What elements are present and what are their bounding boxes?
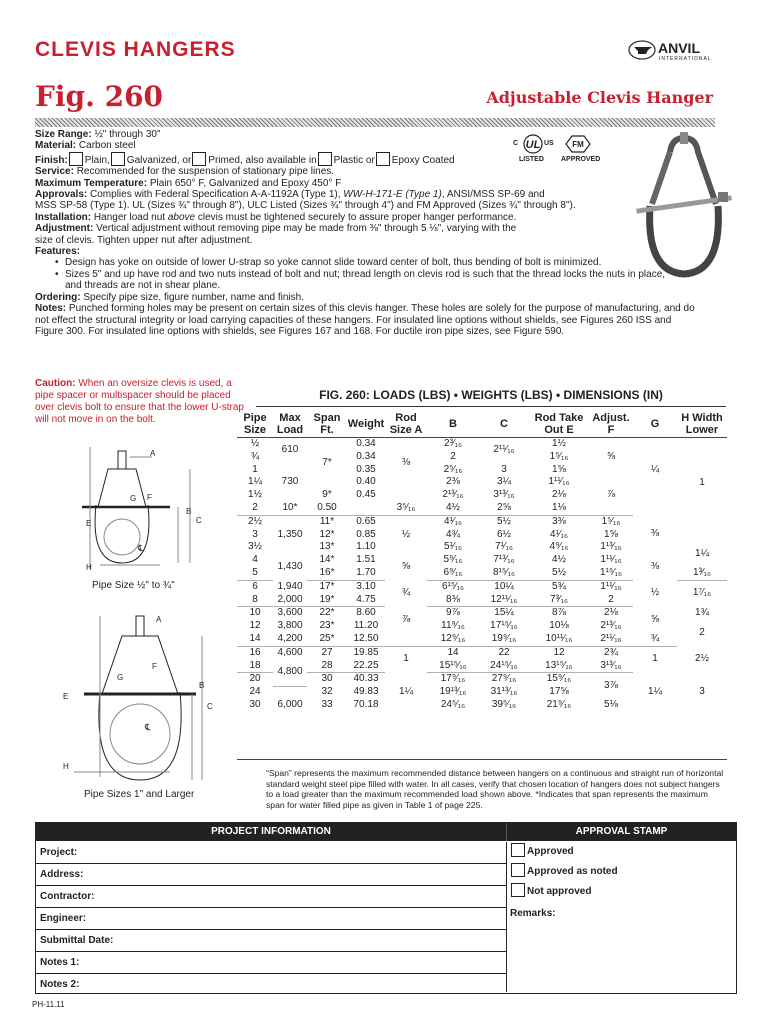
table-cell: ⅜ <box>650 560 660 572</box>
table-cell: ⅞ <box>401 613 411 625</box>
table-cell: 1 <box>652 653 658 665</box>
table-cell: 1 <box>403 653 409 665</box>
brand-name: ANVIL <box>658 40 700 56</box>
spec-features: Features: <box>35 246 81 258</box>
drawing-caption-small: Pipe Size ½" to ¾" <box>92 580 175 591</box>
table-cell: ¾ <box>401 587 411 599</box>
dim-label-f1: F <box>147 493 152 502</box>
spec-notes-2: not effect the structural integrity or load carrying capacities of these hangers. For insulated line options without shields, see Figures 260 ISS and <box>35 314 672 326</box>
approved-as-noted-checkbox[interactable] <box>511 863 525 877</box>
table-cell: 8¹⁵⁄₁₆ <box>479 567 529 580</box>
table-cell: 22 <box>498 646 510 658</box>
spec-notes: Notes: Punched forming holes may be present on certain sizes of this clevis hanger. These holes are solely for the purpose of manufacturing, and do <box>35 303 695 315</box>
table-cell: 4½ <box>552 554 566 566</box>
dim-label-f2: F <box>152 662 157 671</box>
table-cell: 4,800 <box>273 660 307 687</box>
table-cell: 33 <box>321 699 333 711</box>
table-cell: 610 <box>281 444 299 456</box>
table-cell: 1,350 <box>277 528 303 540</box>
dim-label-e2: E <box>63 692 69 701</box>
table-cell: 9* <box>322 489 332 501</box>
table-row <box>237 646 727 659</box>
table-cell: 3 <box>699 686 705 698</box>
spec-ordering: Ordering: Specify pipe size, figure number, name and finish. <box>35 291 305 303</box>
contractor-field[interactable]: Contractor: <box>36 886 506 908</box>
table-row <box>237 633 727 646</box>
table-cell: 3⅞ <box>604 679 618 691</box>
finish-primed-checkbox[interactable] <box>192 152 206 166</box>
table-cell: 4½ <box>427 502 479 515</box>
project-fields <box>36 842 506 995</box>
table-cell: 1¹¹⁄₁₆ <box>548 476 570 488</box>
not-approved-checkbox[interactable] <box>511 883 525 897</box>
col-b: B <box>427 411 479 438</box>
table-cell: 0.45 <box>356 489 376 501</box>
table-cell: 10¼ <box>494 580 514 592</box>
table-cell: 4¹⁄₁₆ <box>444 515 462 527</box>
table-cell: 1.10 <box>356 541 376 553</box>
table-cell: ⅜ <box>650 528 660 540</box>
table-cell: 32 <box>321 686 333 698</box>
table-cell: 19.85 <box>353 646 379 658</box>
table-cell: 1 <box>699 476 705 488</box>
table-cell: 2¾ <box>604 646 618 658</box>
table-cell: 2 <box>589 594 633 607</box>
table-cell: 12.50 <box>347 633 385 646</box>
table-cell: 1⅛ <box>529 502 589 515</box>
table-cell: 8⅜ <box>427 594 479 607</box>
dim-label-h1: H <box>86 563 92 572</box>
table-cell: 13¹⁵⁄₁₆ <box>529 660 589 673</box>
table-cell: 1 <box>252 463 258 475</box>
spec-service: Service: Recommended for the suspension of stationary pipe lines. <box>35 166 335 178</box>
submittal-date-field[interactable]: Submittal Date: <box>36 930 506 952</box>
table-row <box>237 438 727 451</box>
table-cell <box>677 529 727 542</box>
table-cell: 13* <box>319 541 335 553</box>
col-rod-size: Rod Size A <box>385 411 427 438</box>
approval-stamp-heading: APPROVAL STAMP <box>506 823 736 841</box>
table-cell: 30 <box>321 673 333 685</box>
table-cell: 1¹¹⁄₁₆ <box>600 580 622 592</box>
table-cell: 5½ <box>529 567 589 580</box>
table-cell: 22.25 <box>347 660 385 673</box>
notes-2-field[interactable]: Notes 2: <box>40 979 80 990</box>
table-cell: 3½ <box>248 541 262 553</box>
table-cell: 9⅞ <box>446 607 460 619</box>
table-cell: 4,200 <box>273 633 307 646</box>
table-cell: 2,000 <box>273 594 307 607</box>
dim-label-a2: A <box>156 615 162 624</box>
table-cell: 2⅛ <box>552 489 566 501</box>
table-cell: 2⅛ <box>604 607 618 619</box>
table-cell: 6⁹⁄₁₆ <box>427 567 479 580</box>
svg-text:UL: UL <box>525 139 541 151</box>
table-title: FIG. 260: LOADS (LBS) • WEIGHTS (LBS) • DIMENSIONS (IN) <box>256 388 726 407</box>
table-cell: 4¾ <box>446 528 460 540</box>
table-cell: 2 <box>699 626 705 638</box>
table-row <box>237 554 727 567</box>
table-cell: 1¹³⁄₁₆ <box>600 541 622 553</box>
table-cell: 15¼ <box>494 607 514 619</box>
table-cell: 5¾ <box>552 580 566 592</box>
drawing-small-hanger <box>60 445 230 575</box>
spec-size-range: Size Range: ½" through 30" <box>35 129 161 140</box>
table-cell: 0.40 <box>356 476 376 488</box>
table-cell: ⅝ <box>650 613 660 625</box>
table-row <box>237 515 727 528</box>
table-cell: 0.85 <box>356 528 376 540</box>
table-cell: 12⁹⁄₁₆ <box>427 633 479 646</box>
address-field[interactable]: Address: <box>36 864 506 886</box>
drawing-caption-large: Pipe Sizes 1" and Larger <box>84 789 195 800</box>
table-cell: 6,000 <box>277 699 303 711</box>
table-cell: 12 <box>553 646 565 658</box>
table-cell: 1⅝ <box>552 463 566 475</box>
project-info-column <box>36 823 506 841</box>
table-cell: 16 <box>249 646 261 658</box>
table-cell: 2¹¹⁄₁₆ <box>493 444 515 456</box>
table-cell: 17¹⁵⁄₁₆ <box>490 620 518 632</box>
col-weight: Weight <box>347 411 385 438</box>
table-cell: 4,600 <box>277 646 303 658</box>
table-cell: 3,600 <box>277 607 303 619</box>
table-cell: 2 <box>450 450 456 462</box>
dim-label-a1: A <box>150 449 156 458</box>
caution-note: Caution: When an oversize clevis is used, a pipe spacer or multispacer should be placed over clevis bolt to ensure that the lower U-strap will not move in on the bolt. <box>35 378 244 425</box>
table-cell: 2½ <box>248 515 262 527</box>
table-cell: 6 <box>252 580 258 592</box>
table-cell: 3¼ <box>497 476 511 488</box>
loads-table <box>237 411 727 712</box>
svg-text:FM: FM <box>572 140 584 149</box>
table-cell: 10¹¹⁄₁₆ <box>529 633 589 646</box>
table-cell <box>385 489 427 502</box>
table-cell: 1⁵⁄₁₆ <box>601 515 621 527</box>
finish-plastic-checkbox[interactable] <box>318 152 332 166</box>
table-cell: ¼ <box>650 463 660 475</box>
finish-plain-checkbox[interactable] <box>69 152 83 166</box>
finish-epoxy-checkbox[interactable] <box>376 152 390 166</box>
table-cell: 1½ <box>248 489 262 501</box>
table-cell: 39⁵⁄₁₆ <box>491 699 517 711</box>
brand-sub: INTERNATIONAL <box>659 56 712 62</box>
table-cell <box>589 502 633 515</box>
table-cell: 24⁵⁄₁₆ <box>440 699 466 711</box>
table-cell: 1¼ <box>399 686 413 698</box>
table-cell: 2½ <box>695 653 709 665</box>
ul-c: C <box>513 140 519 147</box>
table-cell: 2 <box>237 502 273 515</box>
feature-2: • Sizes 5" and up have rod and two nuts instead of bolt and nut; thread length on clevis rod is such that the thread locks the nuts in place, <box>35 269 755 280</box>
spec-approvals: Approvals: Complies with Federal Specification A-A-1192A (Type 1), WW-H-171-E (Type 1), ANSI/MSS SP-69 and <box>35 189 545 201</box>
approval-stamp-column <box>506 823 736 841</box>
table-cell: 22* <box>319 607 335 619</box>
table-cell: 19¹³⁄₁₆ <box>439 686 467 698</box>
table-cell: 8⅞ <box>552 607 566 619</box>
table-cell: 3⁵⁄₁₆ <box>385 502 427 515</box>
table-cell: ¾ <box>633 633 677 646</box>
table-cell: 1¹⁵⁄₁₆ <box>589 567 633 580</box>
table-cell: 7¹⁄₁₆ <box>495 541 513 553</box>
table-cell: 1¼ <box>248 476 262 488</box>
table-cell: 2³⁄₁₆ <box>444 438 462 449</box>
table-cell: 1.51 <box>356 554 376 566</box>
project-information-box <box>35 822 737 994</box>
table-header-row <box>237 411 727 438</box>
drawing-large-hanger <box>70 612 240 787</box>
table-cell: 10⅛ <box>549 620 569 632</box>
table-cell <box>273 541 307 554</box>
table-cell: 2⅜ <box>446 476 460 488</box>
table-cell: 14 <box>447 646 459 658</box>
table-cell: 0.34 <box>356 438 376 449</box>
table-cell: 1½ <box>552 438 566 449</box>
engineer-field[interactable]: Engineer: <box>36 908 506 930</box>
table-cell: 1¾ <box>695 607 709 619</box>
col-span: Span Ft. <box>307 411 347 438</box>
project-field[interactable]: Project: <box>36 842 506 864</box>
dim-label-c2: C <box>207 702 213 711</box>
table-cell: 730 <box>281 476 299 488</box>
table-cell: 40.33 <box>353 673 379 685</box>
table-cell: 1³⁄₁₆ <box>677 567 727 580</box>
project-info-heading: PROJECT INFORMATION <box>36 823 506 841</box>
table-cell: 4¹⁄₁₆ <box>550 528 568 540</box>
table-cell <box>307 438 347 451</box>
spec-installation: Installation: Hanger load nut above clevis must be tightened securely to assure proper hanger performance. <box>35 211 517 223</box>
table-cell: 2¹³⁄₁₆ <box>442 489 464 501</box>
table-cell: 1¼ <box>695 547 709 559</box>
centerline-1: ℄ <box>138 543 144 553</box>
table-cell: ⅞ <box>606 489 616 501</box>
table-cell: ½ <box>250 438 260 449</box>
table-cell: 3⅜ <box>552 515 566 527</box>
table-cell: 2¹¹⁄₁₆ <box>589 633 633 646</box>
table-cell: 19* <box>307 594 347 607</box>
table-cell: 4.75 <box>347 594 385 607</box>
table-cell: 31¹³⁄₁₆ <box>490 686 518 698</box>
table-cell: 20 <box>249 673 261 685</box>
table-cell: ⅝ <box>606 450 616 462</box>
spec-max-temp: Maximum Temperature: Plain 650° F, Galvanized and Epoxy 450° F <box>35 177 342 189</box>
dim-label-g2: G <box>117 673 124 682</box>
table-cell: 6¹⁵⁄₁₆ <box>441 580 465 592</box>
specifications <box>35 129 755 337</box>
table-cell: 5⁹⁄₁₆ <box>443 554 463 566</box>
table-cell: 5⅛ <box>604 699 618 711</box>
table-cell: 0.34 <box>356 450 376 462</box>
dim-label-g1: G <box>130 494 137 503</box>
spec-notes-3: Figure 300. For insulated line options with shields, see Figures 167 and 168. For ductile iron pipe sizes, see Figure 590. <box>35 325 565 337</box>
col-max-load: Max Load <box>273 411 307 438</box>
table-cell: 5 <box>237 567 273 580</box>
table-cell: 11.20 <box>353 620 379 632</box>
table-cell: 70.18 <box>353 699 379 711</box>
col-rod-takeout: Rod Take Out E <box>529 411 589 438</box>
table-cell: 4 <box>252 554 258 566</box>
table-row <box>237 580 727 593</box>
col-c: C <box>479 411 529 438</box>
table-cell <box>307 476 347 489</box>
col-h-width: H Width Lower <box>677 411 727 438</box>
hatch-divider <box>35 118 715 127</box>
spec-adjustment-2: size of clevis. Tighten upper nut after adjustment. <box>35 234 253 246</box>
table-cell: 3 <box>252 528 258 540</box>
table-cell: 17⁹⁄₁₆ <box>440 673 466 685</box>
ul-listed: LISTED <box>519 156 544 163</box>
table-row <box>237 607 727 620</box>
fm-approved: APPROVED <box>561 156 601 163</box>
table-cell: 16* <box>307 567 347 580</box>
table-cell: 28 <box>307 660 347 673</box>
table-cell: 24¹⁵⁄₁₆ <box>479 660 529 673</box>
dim-label-c1: C <box>196 516 202 525</box>
anvil-icon <box>628 40 660 60</box>
table-cell <box>589 476 633 489</box>
table-cell: 15¹⁵⁄₁₆ <box>427 660 479 673</box>
table-cell: 3 <box>501 463 507 475</box>
table-cell: 10* <box>273 502 307 515</box>
table-cell: 7³⁄₁₆ <box>529 594 589 607</box>
table-cell: 1,430 <box>277 560 303 572</box>
table-cell: 3¹³⁄₁₆ <box>493 489 515 501</box>
dim-label-b2: B <box>199 681 205 690</box>
feature-1: • Design has yoke on outside of lower U-strap so yoke cannot slide toward center of bolt, thus bending of bolt is minimized. <box>35 257 755 268</box>
ul-us: US <box>544 140 554 147</box>
col-adjust: Adjust. F <box>589 411 633 438</box>
table-cell: 30 <box>249 699 261 711</box>
section-title: CLEVIS HANGERS <box>35 38 236 61</box>
feature-2-cont: and threads are not in shear plane. <box>65 280 221 292</box>
table-cell <box>273 515 307 528</box>
spec-approvals-2: MSS SP-58 (Type 1). UL (Sizes ¾" through 8"), ULC Listed (Sizes ¾" through 4") and FM Approved (Sizes ¾" through 8"). <box>35 200 576 212</box>
table-cell: 12* <box>319 528 335 540</box>
anvil-logo <box>628 40 728 62</box>
table-cell: 0.50 <box>307 502 347 515</box>
table-cell: ½ <box>650 587 660 599</box>
table-cell: 0.65 <box>356 515 376 527</box>
table-cell: 1¹¹⁄₁₆ <box>600 554 622 566</box>
table-cell: 5¹⁄₁₆ <box>444 541 462 553</box>
table-cell: 23* <box>319 620 335 632</box>
spec-finish: Finish: Plain, Galvanized, or Primed, also available in Plastic or Epoxy Coated <box>35 152 755 166</box>
table-cell: 49.83 <box>353 686 379 698</box>
table-cell: 15⁹⁄₁₆ <box>546 673 572 685</box>
table-cell: 14 <box>237 633 273 646</box>
table-cell: 5½ <box>497 515 511 527</box>
table-note: “Span” represents the maximum recommended distance between hangers on a continuous and straight run of horizontal standard weight steel pipe filled with water. In all cases, verify that chosen location of hangers does not subject hangers to a load greater than the maximum recommended load shown above. *Indicates that span represents the maximum span for water filled pipe as given in Table 1 of page 225. <box>266 768 724 810</box>
table-cell: 17⅝ <box>549 686 569 698</box>
table-cell: ½ <box>401 528 411 540</box>
table-cell: 1⁵⁄₁₆ <box>549 450 569 462</box>
table-cell <box>273 686 307 699</box>
table-cell: 2⁵⁄₁₆ <box>443 463 463 475</box>
table-cell: 14* <box>319 554 335 566</box>
table-cell: 21⁹⁄₁₆ <box>546 699 572 711</box>
table-cell <box>347 502 385 515</box>
table-cell: 19⁹⁄₁₆ <box>479 633 529 646</box>
figure-title: Fig. 260 <box>35 80 164 113</box>
dim-label-e1: E <box>86 519 92 528</box>
dim-label-h2: H <box>63 762 69 771</box>
table-cell: 7* <box>322 457 332 469</box>
table-cell: ⅝ <box>401 560 411 572</box>
page-code: PH-11.11 <box>32 1000 65 1009</box>
table-cell: 1.70 <box>347 567 385 580</box>
table-cell: 3¹³⁄₁₆ <box>589 660 633 673</box>
table-cell: 1,940 <box>277 580 303 592</box>
table-cell: 17* <box>319 580 335 592</box>
table-cell <box>385 633 427 646</box>
approval-options <box>506 842 737 992</box>
col-pipe-size: Pipe Size <box>237 411 273 438</box>
table-cell: 11* <box>319 515 335 527</box>
table-cell: 3,800 <box>277 620 303 632</box>
table-cell: 8.60 <box>356 607 376 619</box>
remarks-field[interactable]: Remarks: <box>510 908 556 919</box>
table-cell: 1⁷⁄₁₆ <box>692 587 712 599</box>
col-g: G <box>633 411 677 438</box>
notes-1-field[interactable]: Notes 1: <box>36 952 506 974</box>
spec-material: Material: Carbon steel <box>35 140 136 152</box>
table-cell: 7¹³⁄₁₆ <box>493 554 515 566</box>
table-cell: 2⅝ <box>479 502 529 515</box>
dim-label-b1: B <box>186 507 192 516</box>
table-cell: 3.10 <box>356 580 376 592</box>
approved-as-noted-option[interactable]: Approved as noted <box>507 862 737 882</box>
table-cell: 27 <box>321 646 333 658</box>
table-cell: 4⁹⁄₁₆ <box>549 541 569 553</box>
table-row <box>237 673 727 686</box>
not-approved-option[interactable]: Not approved <box>507 882 737 902</box>
approved-checkbox[interactable] <box>511 843 525 857</box>
table-cell: 0.35 <box>356 463 376 475</box>
table-cell: 27⁹⁄₁₆ <box>491 673 517 685</box>
finish-galvanized-checkbox[interactable] <box>111 152 125 166</box>
table-cell: ¾ <box>250 450 260 462</box>
table-cell: 10 <box>249 607 261 619</box>
table-cell: 24 <box>249 686 261 698</box>
table-cell: 2¹³⁄₁₆ <box>600 620 622 632</box>
table-cell: 8 <box>237 594 273 607</box>
table-cell: 1¼ <box>648 686 662 698</box>
approved-option[interactable]: Approved <box>507 842 737 862</box>
centerline-2: ℄ <box>145 722 151 732</box>
table-cell: 12 <box>249 620 261 632</box>
table-cell: ⅜ <box>401 457 411 469</box>
table-row <box>237 502 727 515</box>
table-cell: 1⅝ <box>604 528 618 540</box>
table-cell: 11⁹⁄₁₆ <box>441 620 465 632</box>
table-cell: 6½ <box>497 528 511 540</box>
spec-adjustment: Adjustment: Vertical adjustment without removing pipe may be made from ⅜" through 5 ⅛", varying with the <box>35 223 517 235</box>
table-cell: 25* <box>307 633 347 646</box>
table-bottom-rule <box>237 759 727 760</box>
table-cell: 12¹¹⁄₁₆ <box>479 594 529 607</box>
table-cell: 18 <box>237 660 273 673</box>
figure-subtitle: Adjustable Clevis Hanger <box>486 88 713 107</box>
